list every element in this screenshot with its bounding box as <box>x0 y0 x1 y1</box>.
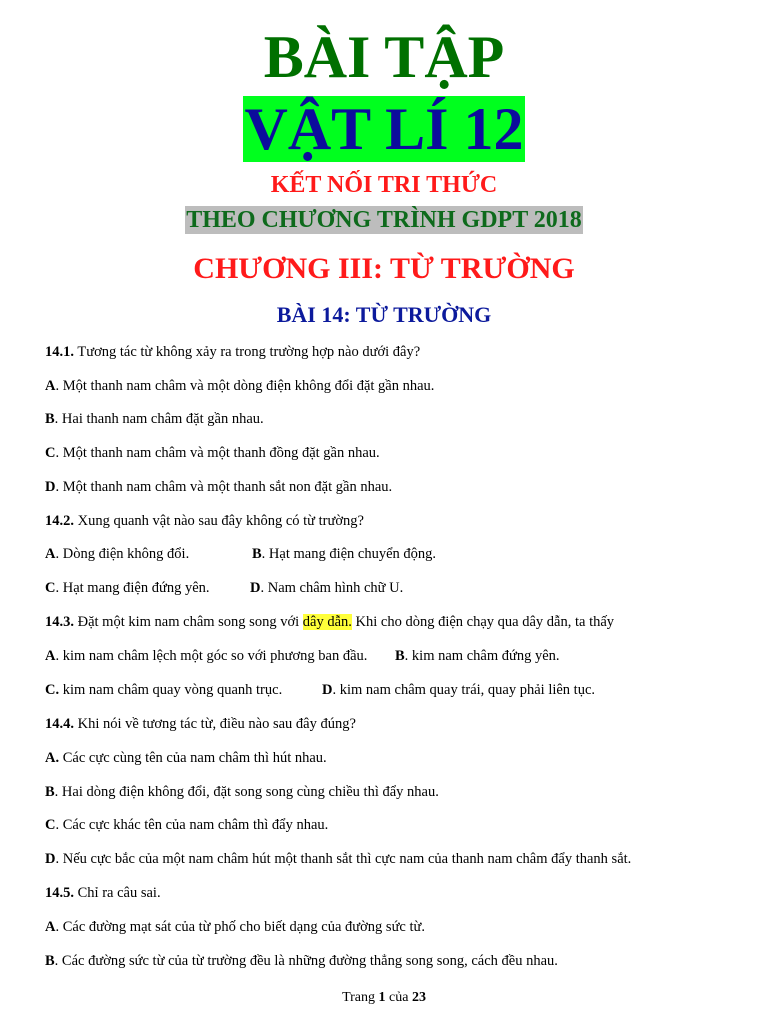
question-text: Tương tác từ không xảy ra trong trường hợp nào dưới đây? <box>74 344 421 360</box>
question-14-2 <box>45 511 364 531</box>
answer-text: . kim nam châm lệch một góc so với phương ban đầu. <box>55 648 368 664</box>
answer-key: C <box>45 817 56 833</box>
lesson-title: BÀI 14: TỪ TRƯỜNG <box>276 302 492 327</box>
answer-14-2-c <box>45 580 210 596</box>
question-number: 14.2. <box>45 513 74 529</box>
answer-key: A <box>45 546 56 562</box>
footer-mid: của <box>385 990 412 1005</box>
answer-14-5-a <box>45 917 425 937</box>
answer-key: D <box>250 580 261 596</box>
highlighted-text: dây dẫn. <box>302 614 352 630</box>
question-number: 14.4. <box>45 716 74 732</box>
question-14-4 <box>45 714 356 734</box>
answer-key: A <box>45 378 56 394</box>
answer-key: C <box>45 445 56 461</box>
answer-key: B <box>252 546 262 562</box>
doc-title: BÀI TẬP <box>263 24 505 90</box>
answer-key: B <box>395 648 405 664</box>
answer-14-3-b <box>395 646 560 666</box>
answer-row-14-2-cd <box>45 578 725 598</box>
answer-14-1-d <box>45 477 392 497</box>
program-banner <box>0 206 768 234</box>
answer-text: . Hạt mang điện chuyển động. <box>261 546 437 562</box>
answer-key: A. <box>45 750 60 766</box>
page-total: 23 <box>411 990 426 1005</box>
question-text: Xung quanh vật nào sau đây không có từ trường? <box>74 513 364 529</box>
question-number: 14.5. <box>45 885 74 901</box>
answer-text: . Hai dòng điện không đổi, đặt song song cùng chiều thì đẩy nhau. <box>54 784 439 800</box>
page-number: 1 <box>378 990 386 1005</box>
answer-14-3-a <box>45 648 367 664</box>
answer-row-14-2-ab <box>45 544 725 564</box>
answer-14-5-b <box>45 951 558 971</box>
answer-14-1-b <box>45 409 264 429</box>
answer-text: . Hạt mang điện đứng yên. <box>55 580 210 596</box>
question-text: Khi cho dòng điện chạy qua dây dẫn, ta thấy <box>351 614 615 630</box>
answer-text: Các cực cùng tên của nam châm thì hút nhau. <box>59 750 327 766</box>
answer-14-3-c <box>45 682 282 698</box>
question-text: Đặt một kim nam châm song song với <box>74 614 303 630</box>
answer-14-4-d <box>45 849 631 869</box>
answer-row-14-3-ab <box>45 646 725 666</box>
answer-text: kim nam châm quay vòng quanh trục. <box>59 682 283 698</box>
series-title: KẾT NỐI TRI THỨC <box>270 172 498 198</box>
answer-14-4-b <box>45 782 439 802</box>
answer-text: . kim nam châm quay trái, quay phải liên tục. <box>332 682 596 698</box>
answer-key: A <box>45 648 56 664</box>
chapter-title: CHƯƠNG III: TỪ TRƯỜNG <box>193 252 575 285</box>
answer-text: . Nếu cực bắc của một nam châm hút một thanh sắt thì cực nam của thanh nam châm đẩy thanh sắt. <box>55 851 632 867</box>
answer-text: . Nam châm hình chữ U. <box>260 580 404 596</box>
subject-banner <box>0 96 768 162</box>
answer-14-4-c <box>45 815 328 835</box>
answer-text: . kim nam châm đứng yên. <box>404 648 560 664</box>
answer-key: D <box>45 851 56 867</box>
answer-14-2-b <box>252 544 436 564</box>
answer-14-1-a <box>45 376 434 396</box>
subject-title: VẬT LÍ 12 <box>244 96 524 162</box>
answer-text: . Một thanh nam châm và một thanh sắt non đặt gần nhau. <box>55 479 393 495</box>
answer-text: . Các đường mạt sát của từ phố cho biết dạng của đường sức từ. <box>55 919 426 935</box>
page-footer <box>0 988 768 1008</box>
program-title: THEO CHƯƠNG TRÌNH GDPT 2018 <box>186 207 582 233</box>
answer-key: C. <box>45 682 60 698</box>
question-number: 14.3. <box>45 614 74 630</box>
footer-prefix: Trang <box>342 990 379 1005</box>
answer-14-4-a <box>45 748 327 768</box>
question-14-3 <box>45 612 614 632</box>
question-text: Chỉ ra câu sai. <box>74 885 161 901</box>
answer-14-3-d <box>322 680 595 700</box>
answer-text: . Hai thanh nam châm đặt gần nhau. <box>54 411 264 427</box>
question-14-1 <box>45 342 420 362</box>
answer-14-2-a <box>45 546 189 562</box>
answer-key: B <box>45 784 55 800</box>
answer-key: A <box>45 919 56 935</box>
answer-14-2-d <box>250 578 403 598</box>
question-14-5 <box>45 883 161 903</box>
answer-key: C <box>45 580 56 596</box>
answer-key: B <box>45 411 55 427</box>
question-text: Khi nói về tương tác từ, điều nào sau đây đúng? <box>74 716 356 732</box>
answer-key: D <box>45 479 56 495</box>
question-number: 14.1. <box>45 344 74 360</box>
answer-key: B <box>45 953 55 969</box>
answer-14-1-c <box>45 443 380 463</box>
answer-text: . Một thanh nam châm và một thanh đồng đặt gần nhau. <box>55 445 380 461</box>
answer-text: . Các cực khác tên của nam châm thì đẩy nhau. <box>55 817 329 833</box>
answer-text: . Dòng điện không đổi. <box>55 546 190 562</box>
answer-text: . Các đường sức từ của từ trường đều là những đường thẳng song song, cách đều nhau. <box>54 953 558 969</box>
answer-row-14-3-cd <box>45 680 725 700</box>
answer-key: D <box>322 682 333 698</box>
answer-text: . Một thanh nam châm và một dòng điện không đổi đặt gần nhau. <box>55 378 435 394</box>
